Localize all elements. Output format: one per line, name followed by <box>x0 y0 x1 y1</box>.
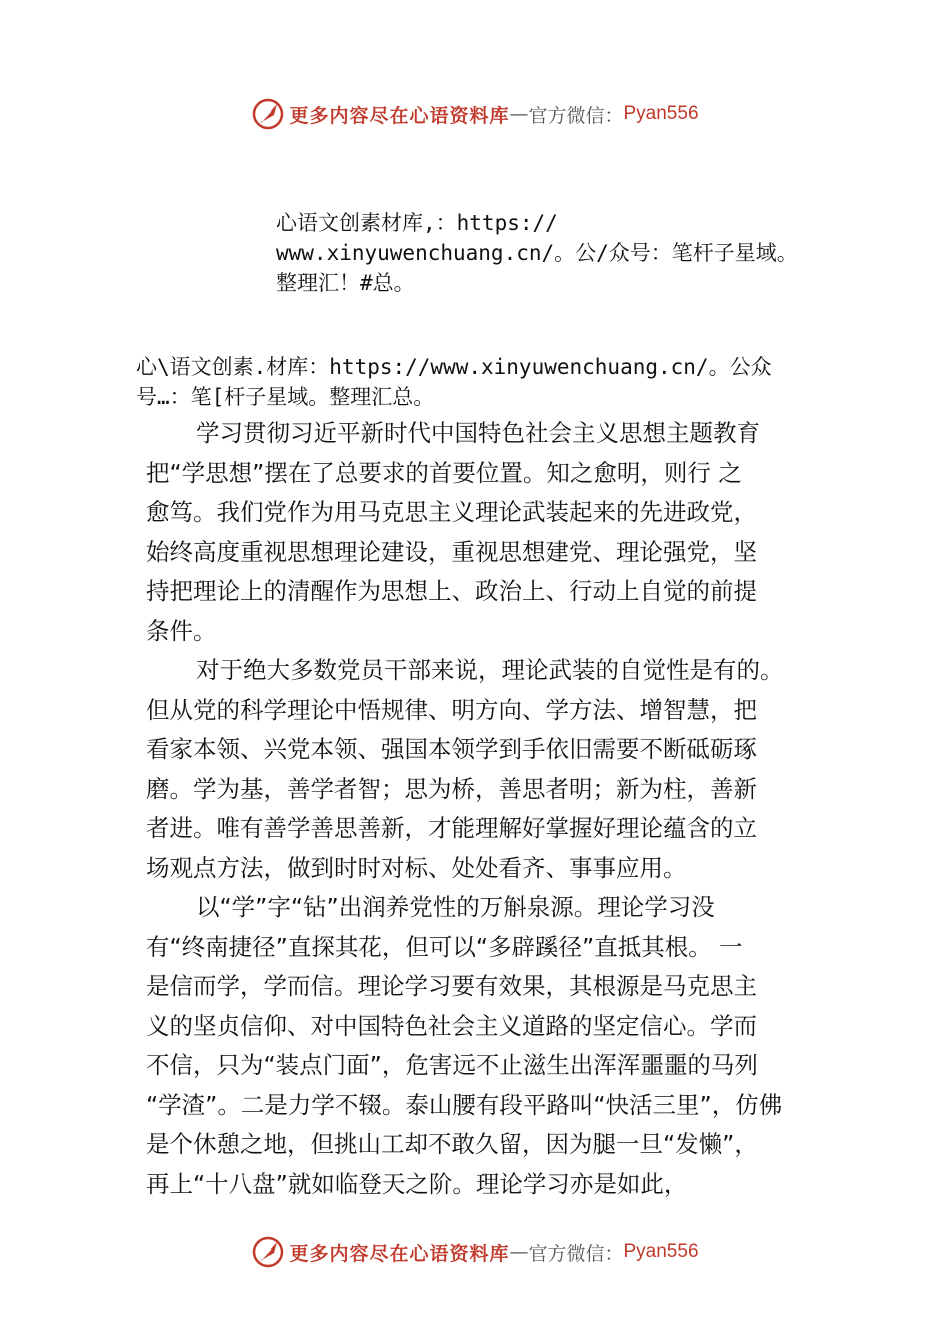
text-line: 是个休憩之地，但挑山工却不敢久留，因为腿一旦“发懒”， <box>146 1130 758 1158</box>
text-line: 始终高度重视思想理论建设，重视思想建党、理论强党，坚 <box>146 537 757 566</box>
header-banner <box>0 92 950 136</box>
text-line: 场观点方法，做到时时对标、处处看齐、事事应用。 <box>146 853 687 882</box>
banner-wechat-id: Pyan556 <box>623 103 699 124</box>
banner-dash: — <box>509 1241 529 1263</box>
text-line: 条件。 <box>146 616 217 645</box>
text-line: 义的坚贞信仰、对中国特色社会主义道路的坚定信心。学而 <box>146 1011 757 1040</box>
banner-wechat-label: 官方微信： <box>528 104 624 127</box>
text-line: “学渣”。二是力学不辍。泰山腰有段平路叫“快活三里”，仿佛 <box>146 1090 783 1119</box>
note-line: www.xinyuwenchuang.cn/。公/众号：笔杆子星域。 <box>276 241 798 265</box>
text-line: 有“终南捷径”直探其花，但可以“多辟蹊径”直抵其根。 一 <box>146 932 743 961</box>
banner-wechat-id: Pyan556 <box>623 1241 699 1262</box>
paragraph-2 <box>146 651 836 888</box>
text-line: 对于绝大多数党员干部来说，理论武装的自觉性是有的。 <box>196 656 784 684</box>
quill-logo-icon <box>251 1235 285 1269</box>
text-line: 再上“十八盘”就如临登天之阶。理论学习亦是如此， <box>146 1169 688 1198</box>
paragraph-3 <box>146 888 836 1204</box>
text-line: 看家本领、兴党本领、强国本领学到手依旧需要不断砥砺琢 <box>146 735 757 763</box>
banner-title: 更多内容尽在心语资料库 <box>289 104 510 127</box>
text-line: 但从党的科学理论中悟规律、明方向、学方法、增智慧，把 <box>146 695 757 724</box>
source-note <box>136 352 856 412</box>
text-line: 者进。唯有善学善思善新，才能理解好掌握好理论蕴含的立 <box>146 814 757 842</box>
text-line: 持把理论上的清醒作为思想上、政治上、行动上自觉的前提 <box>146 577 757 605</box>
banner-title: 更多内容尽在心语资料库 <box>289 1242 510 1265</box>
watermark-note <box>276 208 896 298</box>
source-line: 号…：笔[杆子星域。整理汇总。 <box>136 385 435 409</box>
note-line: 心语文创素材库,：https:// <box>276 211 558 235</box>
text-line: 愈笃。我们党作为用马克思主义理论武装起来的先进政党， <box>146 498 757 526</box>
paragraph-1 <box>146 414 836 651</box>
note-line: 整理汇！#总。 <box>276 271 415 295</box>
banner-dash: — <box>509 103 529 125</box>
text-line: 不信，只为“装点门面”，危害远不止滋生出浑浑噩噩的马列 <box>146 1051 758 1079</box>
text-line: 磨。学为基，善学者智；思为桥，善思者明；新为柱，善新 <box>146 774 757 803</box>
text-line: 把“学思想”摆在了总要求的首要位置。知之愈明，则行 之 <box>146 458 742 487</box>
text-line: 以“学”字“钻”出润养党性的万斛泉源。理论学习没 <box>196 893 715 921</box>
text-line: 学习贯彻习近平新时代中国特色社会主义思想主题教育 <box>196 419 760 447</box>
source-line: 心\语文创素.材库：https://www.xinyuwenchuang.cn/。公众 <box>136 355 772 379</box>
article-body <box>146 414 836 1204</box>
text-line: 是信而学，学而信。理论学习要有效果，其根源是马克思主 <box>146 972 757 1000</box>
footer-banner <box>0 1230 950 1274</box>
quill-logo-icon <box>251 97 285 131</box>
banner-wechat-label: 官方微信： <box>528 1242 624 1265</box>
